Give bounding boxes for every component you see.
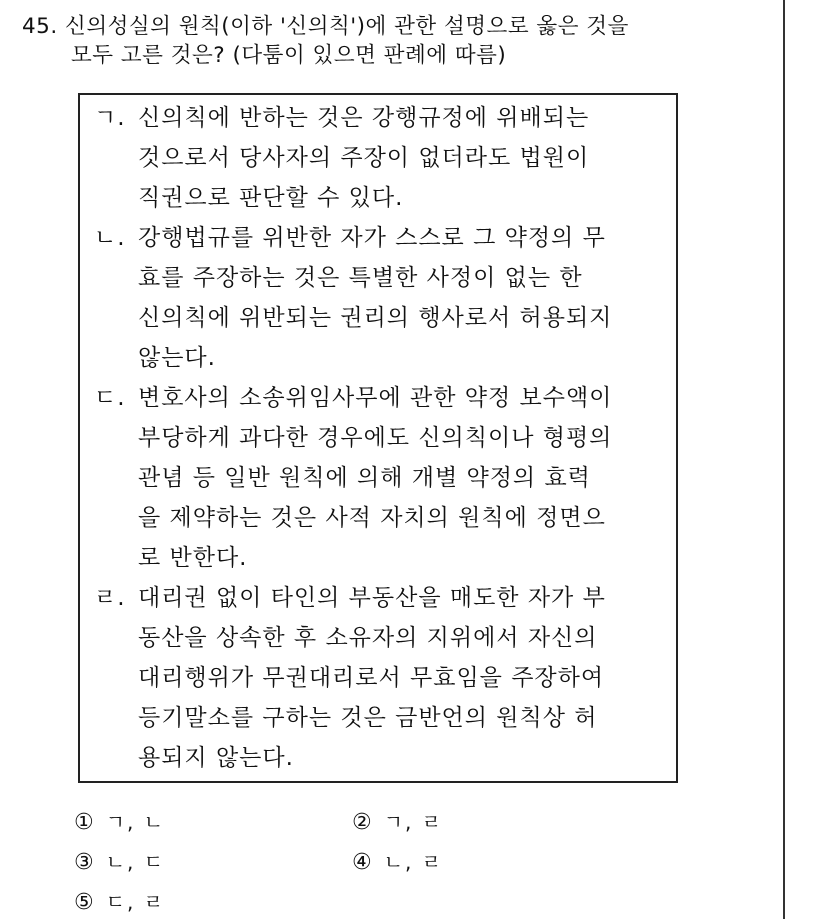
question-stem — [22, 12, 772, 70]
question-text-2: 모두 고른 것은? (다툼이 있으면 판례에 따름) — [71, 43, 507, 68]
choice-3[interactable] — [74, 846, 165, 875]
statement-line: 변호사의 소송위임사무에 관한 약정 보수액이 — [138, 385, 613, 411]
choice-2[interactable] — [352, 806, 443, 835]
choice-number: ④ — [352, 850, 374, 875]
question-text-1: 신의성실의 원칙(이하 '신의칙')에 관한 설명으로 옳은 것을 — [65, 14, 629, 39]
statement-line: 신의칙에 위반되는 권리의 행사로서 허용되지 — [138, 305, 613, 331]
choice-text: ㄴ, ㄷ — [105, 850, 166, 874]
statement-nieun — [94, 218, 674, 378]
page-column-divider — [783, 0, 785, 919]
choice-number: ③ — [74, 850, 96, 875]
statement-marker: ㄴ. — [94, 225, 126, 251]
statement-marker: ㄹ. — [94, 585, 126, 611]
choice-text: ㄷ, ㄹ — [105, 890, 166, 914]
statement-digeut — [94, 378, 674, 578]
statement-line: 관념 등 일반 원칙에 의해 개별 약정의 효력 — [138, 465, 591, 491]
question-line-1 — [22, 12, 772, 41]
statements-box — [78, 93, 678, 783]
statement-line: 용되지 않는다. — [138, 745, 294, 771]
statement-marker: ㄷ. — [94, 385, 126, 411]
statement-line: 않는다. — [138, 345, 216, 371]
statement-line: 등기말소를 구하는 것은 금반언의 원칙상 허 — [138, 705, 598, 731]
statement-line: 동산을 상속한 후 소유자의 지위에서 자신의 — [138, 625, 598, 651]
statement-marker: ㄱ. — [94, 105, 126, 131]
choice-5[interactable] — [74, 886, 165, 915]
question-number: 45. — [22, 14, 58, 39]
statement-line: 강행법규를 위반한 자가 스스로 그 약정의 무 — [138, 225, 606, 251]
choice-number: ② — [352, 810, 374, 835]
statement-line: 을 제약하는 것은 사적 자치의 원칙에 정면으 — [138, 505, 606, 531]
statement-line: 로 반한다. — [138, 545, 248, 571]
statement-rieul — [94, 578, 674, 778]
choice-number: ⑤ — [74, 890, 96, 915]
choice-text: ㄴ, ㄹ — [383, 850, 444, 874]
choice-4[interactable] — [352, 846, 443, 875]
statement-line: 신의칙에 반하는 것은 강행규정에 위배되는 — [138, 105, 590, 131]
statement-line: 대리권 없이 타인의 부동산을 매도한 자가 부 — [138, 585, 606, 611]
choice-text: ㄱ, ㄴ — [105, 810, 166, 834]
statement-line: 부당하게 과다한 경우에도 신의칙이나 형평의 — [138, 425, 613, 451]
statement-line: 것으로서 당사자의 주장이 없더라도 법원이 — [138, 145, 590, 171]
statement-line: 직권으로 판단할 수 있다. — [138, 185, 404, 211]
choice-text: ㄱ, ㄹ — [383, 810, 444, 834]
choice-number: ① — [74, 810, 96, 835]
choice-1[interactable] — [74, 806, 165, 835]
statement-line: 효를 주장하는 것은 특별한 사정이 없는 한 — [138, 265, 583, 291]
statement-line: 대리행위가 무권대리로서 무효임을 주장하여 — [138, 665, 605, 691]
statement-giyeok — [94, 98, 674, 218]
